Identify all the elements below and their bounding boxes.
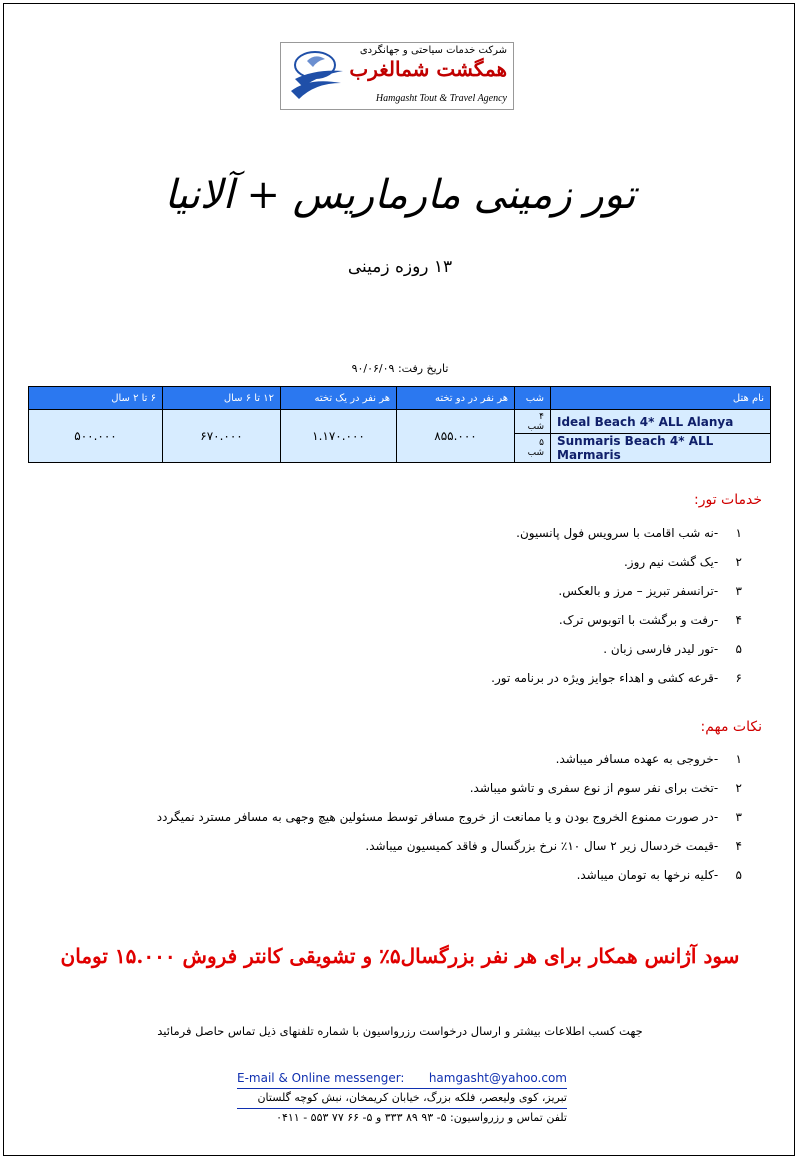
list-item [157, 837, 742, 866]
price-single: ۱.۱۷۰.۰۰۰ [281, 410, 397, 463]
price-child-2-6: ۵۰۰.۰۰۰ [29, 410, 163, 463]
header-double: هر نفر در دو تخته [397, 387, 515, 410]
item-text: -قیمت خردسال زیر ۲ سال ۱۰٪ نرخ بزرگسال و فاقد کمیسیون میباشد. [365, 839, 719, 853]
item-text: -رفت و برگشت با اتوبوس ترک. [558, 613, 719, 627]
item-number: ۵ [735, 868, 742, 882]
tour-duration: ۱۳ روزه زمینی [347, 257, 453, 277]
hotel-name: Ideal Beach 4* ALL Alanya [551, 410, 771, 434]
item-number: ۲ [735, 781, 742, 795]
item-text: -خروجی به عهده مسافر میباشد. [555, 752, 719, 766]
email-label: E-mail & Online messenger: [237, 1071, 405, 1085]
company-name-en: Hamgasht Tout & Travel Agency [375, 93, 507, 104]
item-number: ۵ [735, 642, 742, 656]
list-item [491, 582, 742, 611]
services-list [491, 524, 742, 698]
list-item [491, 524, 742, 553]
list-item [491, 669, 742, 698]
item-number: ۴ [735, 839, 742, 853]
item-text: -نه شب اقامت با سرویس فول پانسیون. [516, 526, 719, 540]
header-nights: شب [515, 387, 551, 410]
services-heading: خدمات تور: [693, 492, 762, 508]
list-item [491, 553, 742, 582]
globe-bird-emblem [285, 47, 347, 105]
address: تبریز، کوی ولیعصر، فلکه بزرگ، خیابان کریمخان، نبش کوچه گلستان [237, 1088, 567, 1104]
item-number: ۴ [735, 613, 742, 627]
agency-promo: سود آژانس همکار برای هر نفر بزرگسال۵٪ و تشویقی کانتر فروش ۱۵.۰۰۰ تومان [60, 944, 740, 968]
item-text: -قرعه کشی و اهداء جوایز ویژه در برنامه تور. [491, 671, 719, 685]
list-item [157, 866, 742, 895]
company-name-fa: همگشت شمالغرب [349, 57, 507, 81]
item-text: -تور لیدر فارسی زبان . [603, 642, 719, 656]
item-text: -کلیه نرخها به تومان میباشد. [576, 868, 719, 882]
item-number: ۱ [735, 752, 742, 766]
price-double: ۸۵۵.۰۰۰ [397, 410, 515, 463]
nights: ۵ شب [515, 434, 551, 463]
list-item [491, 611, 742, 640]
company-small-title: شرکت خدمات سیاحتی و جهانگردی [359, 45, 507, 56]
item-number: ۶ [735, 671, 742, 685]
item-number: ۳ [735, 810, 742, 824]
tour-title: تور زمینی مارماریس + آلانیا [164, 172, 636, 218]
item-text: -در صورت ممنوع الخروج بودن و یا ممانعت از خروج مسافر توسط مسئولین هیچ وجهی به مسافر مسترد نمیگردد [156, 810, 719, 824]
company-logo [280, 42, 514, 110]
list-item [491, 640, 742, 669]
item-number: ۳ [735, 584, 742, 598]
list-item [157, 808, 742, 837]
header-child-2-6: ۶ تا ۲ سال [29, 387, 163, 410]
notes-list [157, 750, 742, 895]
item-number: ۱ [735, 526, 742, 540]
hotel-name: Sunmaris Beach 4* ALL Marmaris [551, 434, 771, 463]
item-text: -یک گشت نیم روز. [623, 555, 719, 569]
item-text: -ترانسفر تبریز – مرز و بالعکس. [558, 584, 719, 598]
table-row [29, 410, 771, 434]
departure-date: تاریخ رفت: ۹۰/۰۶/۰۹ [351, 362, 449, 375]
list-item [157, 750, 742, 779]
phone-numbers: تلفن تماس و رزرواسیون: ۵- ۹۳ ۸۹ ۳۳۳ و ۵- ۶۶ ۷۷ ۵۵۳ - ۰۴۱۱ [237, 1108, 567, 1124]
header-hotel: نام هتل [551, 387, 771, 410]
price-child-6-12: ۶۷۰.۰۰۰ [163, 410, 281, 463]
item-number: ۲ [735, 555, 742, 569]
email-link[interactable]: hamgasht@yahoo.com [428, 1071, 567, 1085]
list-item [157, 779, 742, 808]
header-child-6-12: ۱۲ تا ۶ سال [163, 387, 281, 410]
table-header-row [29, 387, 771, 410]
header-single: هر نفر در یک تخته [281, 387, 397, 410]
hotel-price-table [28, 386, 771, 463]
nights: ۴ شب [515, 410, 551, 434]
contact-note: جهت کسب اطلاعات بیشتر و ارسال درخواست رزرواسیون با شماره تلفنهای ذیل تماس حاصل فرمائید [157, 1024, 643, 1038]
item-text: -تخت برای نفر سوم از نوع سفری و تاشو میباشد. [469, 781, 719, 795]
notes-heading: نکات مهم: [700, 719, 762, 735]
